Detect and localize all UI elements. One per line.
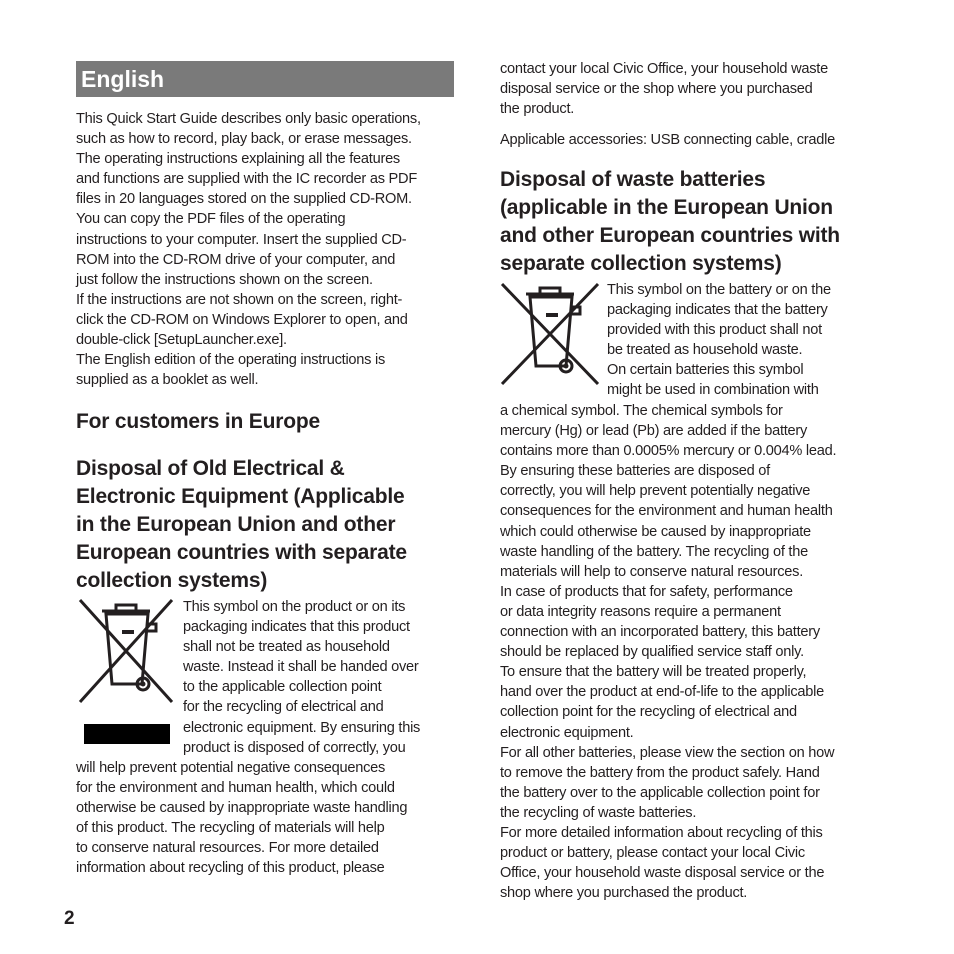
weee-line: waste. Instead it shall be handed over (183, 659, 419, 676)
batteries-heading (500, 166, 890, 278)
batteries-line: Office, your household waste disposal service or the (500, 865, 825, 882)
batteries-line: waste handling of the battery. The recycling of the (500, 543, 808, 560)
black-bar-mark (84, 724, 170, 744)
batteries-line: the battery over to the applicable collection point for (500, 784, 820, 801)
weee-heading-line: European countries with separate (76, 541, 407, 564)
batteries-line: the recycling of waste batteries. (500, 804, 697, 821)
batteries-paragraph-beside-icon (607, 280, 887, 401)
weee-line: information about recycling of this product, please (76, 860, 385, 877)
batteries-paragraph-full (500, 401, 890, 903)
batteries-heading-line: separate collection systems) (500, 252, 782, 275)
continued-line: the product. (500, 101, 575, 118)
batteries-line: collection point for the recycling of electrical and (500, 704, 797, 721)
intro-line: double-click [SetupLauncher.exe]. (76, 332, 287, 349)
weee-line: electronic equipment. By ensuring this (183, 719, 421, 736)
batteries-line: or data integrity reasons require a permanent (500, 603, 781, 620)
weee-line: for the recycling of electrical and (183, 699, 384, 716)
weee-line: otherwise be caused by inappropriate waste handling (76, 800, 408, 817)
intro-line: ROM into the CD-ROM drive of your computer, and (76, 251, 396, 268)
weee-line: product is disposed of correctly, you (183, 739, 406, 756)
intro-line: The English edition of the operating instructions is (76, 352, 386, 369)
crossed-out-wheeled-bin-icon (76, 598, 176, 704)
batteries-line: For more detailed information about recycling of this (500, 824, 823, 841)
weee-line: to conserve natural resources. For more detailed (76, 840, 379, 857)
batteries-line: This symbol on the battery or on the (607, 282, 831, 298)
batteries-line: should be replaced by qualified service staff only. (500, 644, 804, 661)
language-header: English (76, 61, 454, 97)
weee-paragraph-beside-icon (183, 597, 463, 758)
intro-line: files in 20 languages stored on the supplied CD-ROM. (76, 191, 412, 208)
intro-line: and functions are supplied with the IC recorder as PDF (76, 171, 417, 188)
accessories-text: Applicable accessories: USB connecting cable, cradle (500, 132, 836, 148)
batteries-line: a chemical symbol. The chemical symbols for (500, 403, 783, 419)
weee-heading-line: Disposal of Old Electrical & (76, 457, 345, 480)
weee-line: of this product. The recycling of materials will help (76, 820, 385, 837)
intro-paragraph (76, 109, 461, 390)
continued-paragraph (500, 59, 885, 119)
batteries-line: to remove the battery from the product safely. Hand (500, 764, 820, 781)
weee-line: will help prevent potential negative consequences (76, 760, 386, 776)
weee-heading-line: collection systems) (76, 569, 268, 592)
weee-line: packaging indicates that this product (183, 619, 410, 636)
batteries-line: might be used in combination with (607, 382, 819, 399)
intro-line: You can copy the PDF files of the operating (76, 211, 346, 228)
continued-line: disposal service or the shop where you purchased (500, 81, 813, 98)
intro-line: The operating instructions explaining all the features (76, 151, 400, 168)
batteries-line: packaging indicates that the battery (607, 302, 828, 319)
batteries-line: consequences for the environment and human health (500, 503, 833, 520)
intro-line: This Quick Start Guide describes only basic operations, (76, 111, 421, 127)
batteries-line: For all other batteries, please view the section on how (500, 744, 835, 761)
continued-line: contact your local Civic Office, your household waste (500, 61, 828, 77)
weee-line: to the applicable collection point (183, 679, 382, 696)
intro-line: such as how to record, play back, or erase messages. (76, 131, 412, 148)
intro-line: supplied as a booklet as well. (76, 372, 259, 389)
batteries-line: be treated as household waste. (607, 342, 803, 359)
weee-paragraph-full (76, 758, 461, 879)
intro-line: just follow the instructions shown on the screen. (76, 271, 373, 288)
weee-line: for the environment and human health, which could (76, 780, 395, 797)
batteries-line: shop where you purchased the product. (500, 885, 748, 902)
batteries-heading-line: Disposal of waste batteries (500, 168, 766, 191)
intro-line: click the CD-ROM on Windows Explorer to open, and (76, 311, 408, 328)
europe-heading: For customers in Europe (76, 410, 320, 433)
intro-line: If the instructions are not shown on the screen, right- (76, 291, 403, 308)
page-number: 2 (64, 908, 75, 929)
weee-heading (76, 455, 461, 595)
batteries-line: On certain batteries this symbol (607, 362, 804, 379)
crossed-out-wheeled-bin-icon (500, 282, 600, 386)
batteries-heading-line: (applicable in the European Union (500, 196, 833, 219)
weee-line: This symbol on the product or on its (183, 599, 406, 615)
batteries-line: product or battery, please contact your local Civic (500, 845, 805, 862)
batteries-heading-line: and other European countries with (500, 224, 840, 247)
batteries-line: connection with an incorporated battery, this battery (500, 624, 820, 641)
batteries-line: electronic equipment. (500, 724, 634, 741)
weee-line: shall not be treated as household (183, 639, 390, 656)
batteries-line: which could otherwise be caused by inappropriate (500, 523, 811, 540)
batteries-line: By ensuring these batteries are disposed of (500, 463, 770, 480)
batteries-line: To ensure that the battery will be treated properly, (500, 664, 807, 681)
weee-heading-line: Electronic Equipment (Applicable (76, 485, 405, 508)
batteries-line: correctly, you will help prevent potentially negative (500, 483, 811, 500)
batteries-line: provided with this product shall not (607, 322, 822, 339)
batteries-line: mercury (Hg) or lead (Pb) are added if the battery (500, 423, 808, 440)
batteries-line: hand over the product at end-of-life to the applicable (500, 684, 825, 701)
batteries-line: contains more than 0.0005% mercury or 0.004% lead. (500, 443, 837, 460)
batteries-line: In case of products that for safety, performance (500, 583, 793, 600)
batteries-line: materials will help to conserve natural resources. (500, 563, 804, 580)
intro-line: instructions to your computer. Insert the supplied CD- (76, 231, 407, 248)
weee-heading-line: in the European Union and other (76, 513, 396, 536)
